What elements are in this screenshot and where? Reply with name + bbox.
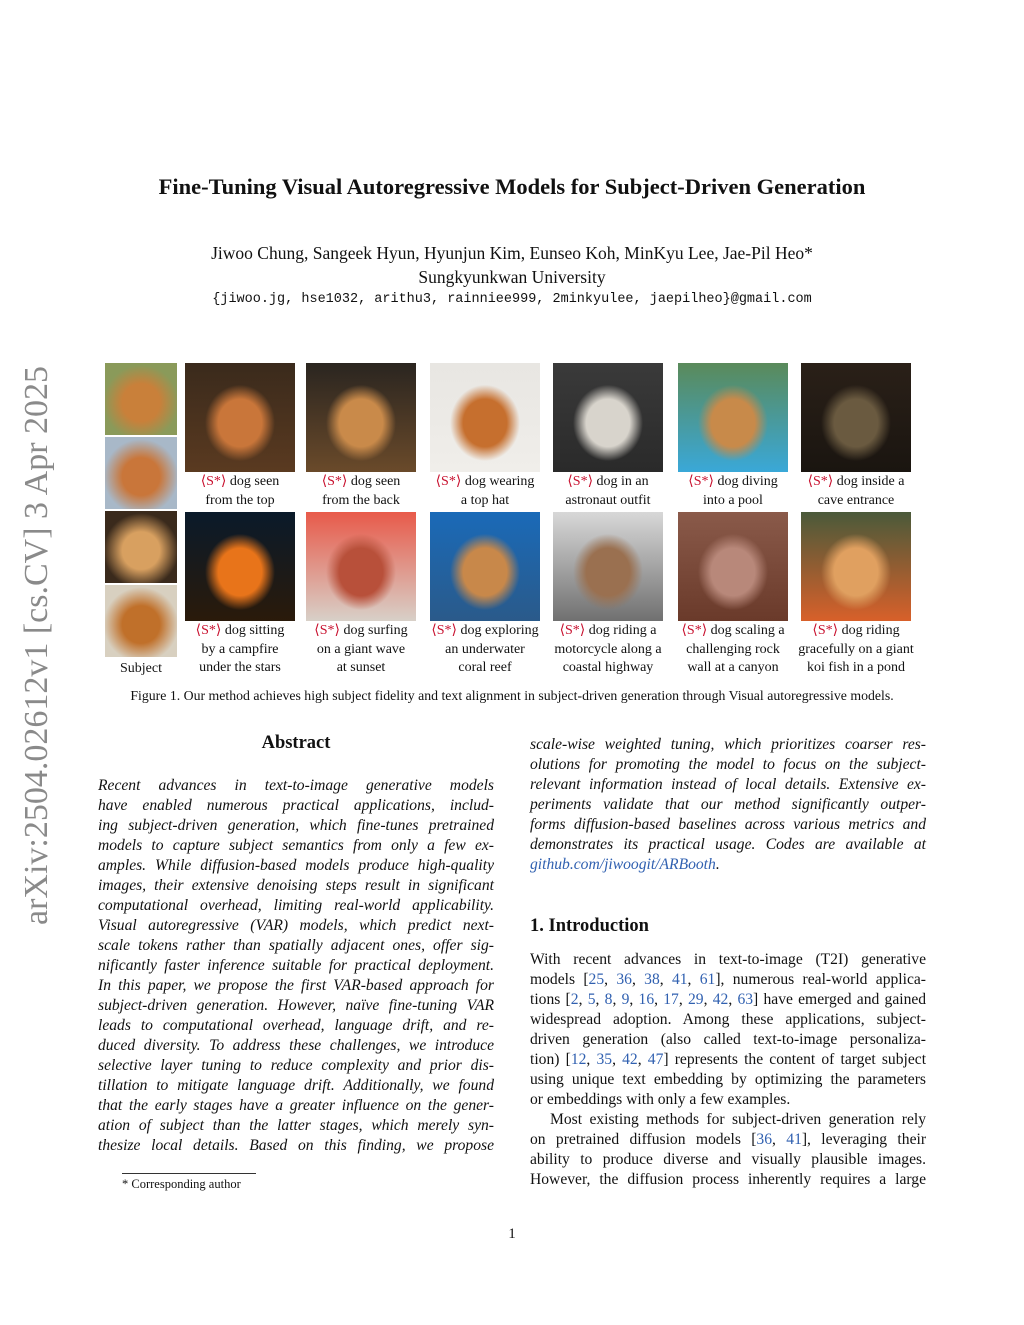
text-line: tion) [12, 35, 42, 47] represents the content of target subject [530,1051,927,1068]
text-line: on pretrained diffusion models [36, 41], leveraging their [530,1131,927,1148]
generated-image [553,512,663,621]
image-prompt-caption [178,622,302,678]
text-line: leads to computational overhead, language drift, and re- [98,1017,494,1034]
subject-token: ⟨S*⟩ [435,474,462,489]
prompt-text: dog in an [596,474,649,489]
subject-reference-image [105,363,177,435]
prompt-text-continued: by a campfire [201,641,279,657]
subject-token: ⟨S*⟩ [807,474,834,489]
subject-reference-image [105,585,177,657]
image-prompt-caption [423,473,547,510]
text-line: amples. While diffusion-based models produce high-quality [98,857,494,874]
prompt-text: dog inside a [836,474,905,489]
subject-token: ⟨S*⟩ [200,474,227,489]
code-link[interactable]: github.com/jiwoogit/ARBooth [530,856,716,873]
text-line: have enabled numerous practical applications, includ- [98,797,494,814]
subject-label: Subject [120,661,162,676]
citation-link[interactable]: 63 [737,991,754,1008]
image-prompt-caption [423,622,547,678]
image-prompt-caption [299,473,423,510]
citation-link[interactable]: 35 [596,1051,613,1068]
prompt-text-continued: challenging rock [686,641,780,657]
prompt-text: dog exploring [460,623,539,638]
abstract-code-line [530,855,926,875]
citation-link[interactable]: 29 [687,991,704,1008]
text-line: tions [2, 5, 8, 9, 16, 17, 29, 42, 63] have emerged and gained [530,991,927,1008]
prompt-text-continued: astronaut outfit [565,492,651,508]
text-line: In this paper, we propose the first VAR-based approach for [98,977,494,994]
author-block [0,241,1024,289]
prompt-text-continued: under the stars [199,660,281,675]
text-line: models [25, 36, 38, 41, 61], numerous real-world applica- [530,971,926,988]
abstract-continued [530,735,926,855]
text-line: that the early stages have a greater influence on the gener- [98,1097,494,1114]
text-line: nificantly faster inference suitable for practical deployment. [98,957,494,974]
subject-token: ⟨S*⟩ [812,623,839,638]
image-prompt-caption [299,622,423,678]
text-line: With recent advances in text-to-image (T2I) generative [530,951,926,968]
text-line: relevant information instead of local details. Extensive ex- [530,776,926,793]
text-line: Recent advances in text-to-image generative models [98,777,494,794]
generated-image [678,363,788,472]
text-line: Most existing methods for subject-driven generation rely [550,1111,926,1128]
text-line: driven generation (also called text-to-image personaliza- [530,1031,926,1048]
text-line: using unique text embedding by optimizing the parameters [530,1071,926,1088]
subject-token: ⟨S*⟩ [314,623,341,638]
subject-token: ⟨S*⟩ [559,623,586,638]
paper-title: Fine-Tuning Visual Autoregressive Models for Subject-Driven Generation [158,174,866,199]
citation-link[interactable]: 38 [644,971,660,988]
period: . [715,856,720,873]
text-line: thesize local details. Based on this finding, we propose [98,1137,494,1154]
text-line: scale-wise weighted tuning, which prioritizes coarser res- [530,736,926,753]
prompt-text: dog seen [350,474,401,489]
prompt-text: dog wearing [464,474,535,489]
generated-image [306,363,416,472]
citation-link[interactable]: 47 [647,1051,664,1068]
author-emails: {jiwoo.jg, hse1032, arithu3, rainniee999, 2minkyulee, jaepilheo}@gmail.com [212,292,812,307]
abstract-heading: Abstract [261,733,331,753]
prompt-text: dog riding [841,623,900,638]
subject-token: ⟨S*⟩ [195,623,222,638]
prompt-text-continued: an underwater [445,641,525,657]
introduction-heading: 1. Introduction [530,916,649,936]
prompt-text-continued: motorcycle along a [554,641,662,657]
text-line: ation of subject than the latter stages, which merely syn- [98,1117,494,1134]
citation-link[interactable]: 42 [622,1051,638,1068]
image-prompt-caption [671,473,795,510]
subject-token: ⟨S*⟩ [431,623,458,638]
citation-link[interactable]: 8 [604,991,613,1008]
text-line: tillation to mitigate language drift. Additionally, we found [98,1077,494,1094]
figure-caption: Figure 1. Our method achieves high subject fidelity and text alignment in subject-driven generation through Visual autoregressive models. [130,688,894,703]
citation-link[interactable]: 5 [587,991,596,1008]
prompt-text-continued: from the back [322,492,400,508]
generated-image [553,363,663,472]
citation-link[interactable]: 41 [786,1131,802,1148]
generated-image [801,363,911,472]
text-line: However, the diffusion process inherently requires a large [530,1171,926,1188]
prompt-text: dog sitting [224,623,285,638]
introduction-section [530,916,926,1190]
subject-token: ⟨S*⟩ [321,474,348,489]
generated-image [185,512,295,621]
prompt-text-continued: cave entrance [817,492,895,508]
citation-link[interactable]: 36 [616,971,632,988]
footnote-rule [122,1173,256,1174]
prompt-text-continued: gracefully on a giant [798,641,914,657]
text-line: duced diversity. To address these challenges, we introduce [98,1037,494,1054]
generated-image [185,363,295,472]
text-line: or embeddings with only a few examples. [530,1091,791,1108]
text-line: demonstrates its practical usage. Codes are available at [530,836,926,853]
prompt-text-continued: into a pool [703,492,763,508]
subject-reference-image [105,511,177,583]
citation-link[interactable]: 9 [621,991,630,1008]
text-line: forms diffusion-based baselines across various metrics and [530,816,926,833]
intro-paragraph-1 [530,950,926,1110]
prompt-text-continued: on a giant wave [316,641,406,657]
citation-link[interactable]: 16 [638,991,655,1008]
prompt-text: dog surfing [343,623,408,638]
intro-paragraph-2 [530,1110,926,1190]
generated-image [306,512,416,621]
generated-image [430,512,540,621]
text-line: subject-driven generation. However, naïve fine-tuning VAR [98,997,494,1014]
author-list: Jiwoo Chung, Sangeek Hyun, Hyunjun Kim, Eunseo Koh, MinKyu Lee, Jae-Pil Heo* [211,243,813,263]
prompt-text: dog seen [229,474,280,489]
prompt-text-continued: coastal highway [562,660,654,675]
footnote: * Corresponding author [122,1177,241,1191]
text-line: periments validate that our method significantly outper- [530,796,926,813]
prompt-text-continued: at sunset [336,660,386,675]
right-column [530,735,926,875]
citation-link[interactable]: 17 [663,991,679,1008]
citation-link[interactable]: 41 [671,971,688,988]
prompt-text: dog riding a [588,623,657,638]
text-line: scale tokens rather than spatially adjacent ones, offer sig- [98,937,494,954]
subject-token: ⟨S*⟩ [688,474,714,489]
generated-image [430,363,540,472]
text-line: selective layer tuning to reduce complexity and prior dis- [98,1057,494,1074]
generated-image [678,512,788,621]
prompt-text-continued: coral reef [458,660,512,675]
subject-token: ⟨S*⟩ [681,623,708,638]
image-prompt-caption [794,473,918,510]
abstract-text [98,776,494,1156]
text-line: olutions for promoting the model to focus on the subject- [530,756,926,773]
image-prompt-caption [178,473,302,510]
citation-link[interactable]: 12 [570,1051,587,1068]
subject-token: ⟨S*⟩ [567,474,594,489]
text-line: ability to produce diverse and visually plausible images. [530,1151,926,1168]
prompt-text-continued: koi fish in a pond [807,660,905,675]
arxiv-identifier[interactable]: arXiv:2504.02612v1 [cs.CV] 3 Apr 2025 [18,365,55,925]
affiliation: Sungkyunkwan University [418,267,606,287]
abstract-left-column [98,733,494,1156]
text-line: computational overhead, limiting real-world applicability. [98,897,494,914]
citation-link[interactable]: 2 [570,991,579,1008]
prompt-text-continued: wall at a canyon [687,660,779,675]
prompt-text: dog scaling a [710,623,785,638]
prompt-text-continued: from the top [205,492,275,508]
image-prompt-caption [546,473,670,510]
image-prompt-caption [794,622,918,678]
page-number: 1 [508,1226,516,1242]
citation-link[interactable]: 25 [588,971,605,988]
image-prompt-caption [671,622,795,678]
citation-link[interactable]: 36 [756,1131,773,1148]
citation-link[interactable]: 61 [699,971,716,988]
citation-link[interactable]: 42 [712,991,729,1008]
text-line: ing subject-driven generation, which fine-tunes pretrained [98,817,494,834]
text-line: models to capture subject semantics from only a few ex- [98,837,494,854]
prompt-text-continued: a top hat [460,492,510,508]
text-line: widespread adoption. Among these applications, subject- [530,1011,926,1028]
subject-reference-image [105,437,177,509]
text-line: images, their extensive denoising steps result in significant [98,877,494,894]
prompt-text: dog diving [717,474,778,489]
generated-image [801,512,911,621]
image-prompt-caption [546,622,670,678]
text-line: Visual autoregressive (VAR) models, which predict next- [98,917,494,934]
